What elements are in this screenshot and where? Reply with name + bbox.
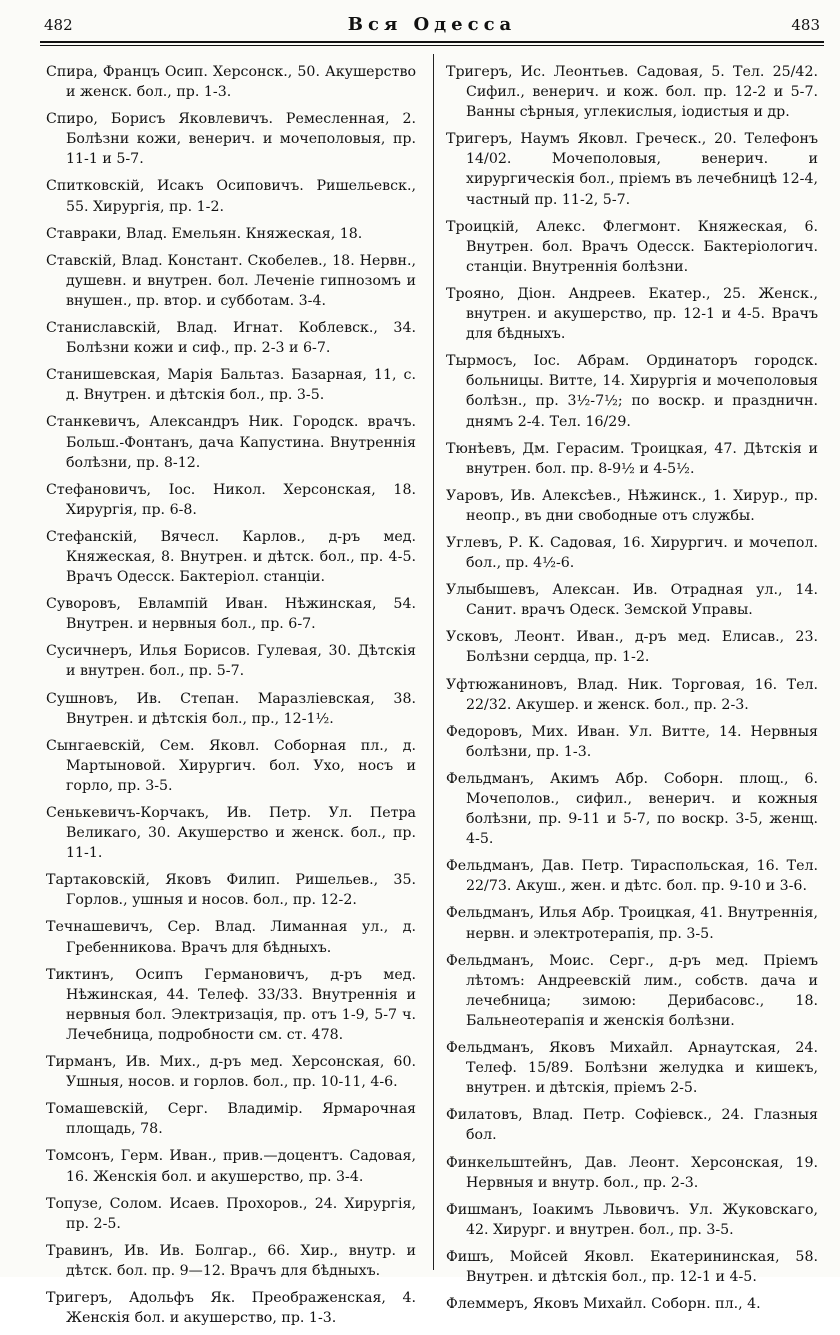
left-column [46, 62, 416, 1335]
directory-entry: Фельдманъ, Дав. Петр. Тираспольская, 16. Тел. 22/73. Акуш., жен. и дѣтс. бол. пр. 9-10 и 3-6. [446, 858, 818, 895]
directory-entry: Фишъ, Мойсей Яковл. Екатерининская, 58. Внутрен. и дѣтскія бол., пр. 12-1 и 4-5. [446, 1248, 818, 1285]
directory-entry: Тригеръ, Ис. Леонтьев. Садовая, 5. Тел. 25/42. Сифил., венерич. и кож. бол. пр. 12-2 и 5-7. Ванны сѣрныя, углекислыя, іодистыя и др. [446, 64, 818, 121]
directory-entry: Финкельштейнъ, Дав. Леонт. Херсонская, 19. Нервныя и внутр. бол., пр. 2-3. [446, 1154, 818, 1191]
directory-entry: Травинъ, Ив. Ив. Болгар., 66. Хир., внутр. и дѣтск. бол. пр. 9—12. Врачъ для бѣдныхъ. [46, 1242, 416, 1279]
column-divider [433, 54, 434, 1270]
directory-entry: Федоровъ, Мих. Иван. Ул. Витте, 14. Нервныя болѣзни, пр. 1-3. [446, 723, 818, 760]
directory-entry: Сынгаевскій, Сем. Яковл. Соборная пл., д. Мартыновой. Хирургич. бол. Ухо, носъ и горло, пр. 3-5. [46, 737, 416, 794]
directory-entry: Сенькевичъ-Корчакъ, Ив. Петр. Ул. Петра Великаго, 30. Акушерство и женск. бол., пр. 11-1. [46, 805, 416, 862]
page-header [42, 14, 822, 42]
directory-entry: Троицкій, Алекс. Флегмонт. Княжеская, 6. Внутрен. бол. Врачъ Одесск. Бактеріологич. станціи. Внутреннія болѣзни. [446, 218, 818, 275]
directory-entry: Трояно, Діон. Андреев. Екатер., 25. Женск., внутрен. и акушерство, пр. 12-1 и 4-5. Врачъ для бѣдныхъ. [446, 285, 818, 343]
directory-entry: Фельдманъ, Яковъ Михайл. Арнаутская, 24. Телеф. 15/89. Болѣзни желудка и кишекъ, внутрен. и дѣтскія, пріемъ 2-5. [446, 1040, 818, 1097]
directory-entry: Фельдманъ, Илья Абр. Троицкая, 41. Внутреннія, нервн. и электротерапія, пр. 3-5. [446, 905, 818, 942]
header-rule-thick [40, 41, 824, 43]
directory-entry: Сусичнеръ, Илья Борисов. Гулевая, 30. Дѣтскія и внутрен. бол., пр. 5-7. [46, 643, 416, 680]
directory-entry: Усковъ, Леонт. Иван., д-ръ мед. Елисав., 23. Болѣзни сердца, пр. 1-2. [446, 629, 818, 666]
directory-entry: Фельдманъ, Моис. Серг., д-ръ мед. Пріемъ лѣтомъ: Андреевскій лим., собств. дача и лечебница; зимою: Дерибасовс., 18. Бальнеотерапія и женскія болѣзни. [446, 952, 818, 1029]
directory-entry: Станишевская, Марія Бальтаз. Базарная, 11, с. д. Внутрен. и дѣтскія бол., пр. 3-5. [46, 367, 416, 404]
running-title: Вся Одесса [347, 14, 517, 35]
page-number-left: 482 [44, 16, 73, 34]
directory-entry: Спитковскій, Исакъ Осиповичъ. Ришельевск., 55. Хирургія, пр. 1-2. [46, 178, 416, 215]
directory-entry: Улыбышевъ, Алексан. Ив. Отрадная ул., 14. Санит. врачъ Одеск. Земской Управы. [446, 582, 818, 619]
directory-entry: Тригеръ, Наумъ Яковл. Греческ., 20. Телефонъ 14/02. Мочеполовыя, венерич. и хирургическія бол., пріемъ въ лечебницѣ 12-4, частный пр. 11-2, 5-7. [446, 131, 818, 208]
directory-entry: Стефановичъ, Іос. Никол. Херсонская, 18. Хирургія, пр. 6-8. [46, 481, 416, 518]
directory-entry: Уаровъ, Ив. Алексѣев., Нѣжинск., 1. Хирур., пр. неопр., въ дни свободные отъ службы. [446, 487, 818, 524]
directory-entry: Уфтюжаниновъ, Влад. Ник. Торговая, 16. Тел. 22/32. Акушер. и женск. бол., пр. 2-3. [446, 676, 818, 713]
directory-entry: Ставраки, Влад. Емельян. Княжеская, 18. [46, 225, 363, 242]
directory-entry: Сушновъ, Ив. Степан. Маразліевская, 38. Внутрен. и дѣтскія бол., пр., 12-1½. [46, 690, 416, 727]
directory-entry: Тиктинъ, Осипъ Германовичъ, д-ръ мед. Нѣжинская, 44. Телеф. 33/33. Внутреннія и нервныя бол. Электризація, пр. отъ 1-9, 5-7 ч. Лечебница, подробности см. ст. 478. [46, 966, 416, 1043]
directory-entry: Томашевскій, Серг. Владимір. Ярмарочная площадь, 78. [46, 1101, 416, 1138]
directory-entry: Флеммеръ, Яковъ Михайл. Соборн. пл., 4. [446, 1296, 761, 1313]
page-number-right: 483 [791, 16, 820, 34]
directory-entry: Суворовъ, Евлампій Иван. Нѣжинская, 54. Внутрен. и нервныя бол., пр. 6-7. [46, 596, 416, 633]
directory-entry: Тюнѣевъ, Дм. Герасим. Троицкая, 47. Дѣтскія и внутрен. бол. пр. 8-9½ и 4-5½. [446, 440, 818, 477]
directory-entry: Тырмосъ, Іос. Абрам. Ординаторъ городск. больницы. Витте, 14. Хирургія и мочеполовыя болѣзн., пр. 3½-7½; по воскр. и праздничн. днямъ 2-4. Тел. 16/29. [446, 353, 818, 430]
directory-entry: Фишманъ, Іоакимъ Львовичъ. Ул. Жуковскаго, 42. Хирург. и внутрен. бол., пр. 3-5. [446, 1201, 818, 1238]
directory-entry: Ставскій, Влад. Констант. Скобелев., 18. Нервн., душевн. и внутрен. бол. Леченіе гипнозомъ и внушен., пр. втор. и субботам. 3-4. [46, 252, 416, 309]
directory-entry: Филатовъ, Влад. Петр. Софіевск., 24. Глазныя бол. [446, 1107, 818, 1144]
directory-entry: Тартаковскій, Яковъ Филип. Ришельев., 35. Горлов., ушныя и носов. бол., пр. 12-2. [46, 872, 416, 909]
directory-entry: Тригеръ, Адольфъ Як. Преображенская, 4. Женскія бол. и акушерство, пр. 1-3. [46, 1289, 416, 1327]
directory-entry: Спира, Францъ Осип. Херсонск., 50. Акушерство и женск. бол., пр. 1-3. [46, 64, 416, 101]
directory-entry: Тирманъ, Ив. Мих., д-ръ мед. Херсонская, 60. Ушныя, носов. и горлов. бол., пр. 10-11, 4-6. [46, 1054, 416, 1091]
directory-entry: Спиро, Борисъ Яковлевичъ. Ремесленная, 2. Болѣзни кожи, венерич. и мочеполовыя, пр. 11-1 и 5-7. [46, 111, 416, 168]
right-column [446, 62, 818, 1321]
directory-entry: Течнашевичъ, Сер. Влад. Лиманная ул., д. Гребенникова. Врачъ для бѣдныхъ. [46, 919, 416, 956]
directory-entry: Томсонъ, Герм. Иван., прив.—доцентъ. Садовая, 16. Женскія бол. и акушерство, пр. 3-4. [46, 1148, 416, 1185]
directory-entry: Станиславскій, Влад. Игнат. Коблевск., 34. Болѣзни кожи и сиф., пр. 2-3 и 6-7. [46, 320, 416, 357]
directory-entry: Стефанскій, Вячесл. Карлов., д-ръ мед. Княжеская, 8. Внутрен. и дѣтск. бол., пр. 4-5. Врачъ Одесск. Бактеріол. станціи. [46, 528, 416, 586]
directory-entry: Станкевичъ, Александръ Ник. Городск. врачъ. Больш.-Фонтанъ, дача Капустина. Внутреннія болѣзни, пр. 8-12. [46, 414, 416, 471]
directory-entry: Топузе, Солом. Исаев. Прохоров., 24. Хирургія, пр. 2-5. [46, 1195, 416, 1232]
header-rule-thin [40, 45, 824, 46]
directory-entry: Углевъ, Р. К. Садовая, 16. Хирургич. и мочепол. бол., пр. 4½-6. [446, 534, 818, 572]
directory-entry: Фельдманъ, Акимъ Абр. Соборн. площ., 6. Мочеполов., сифил., венерич. и кожныя болѣзни, пр. 9-11 и 5-7, по воскр. 3-5, женщ. 4-5. [446, 770, 818, 848]
